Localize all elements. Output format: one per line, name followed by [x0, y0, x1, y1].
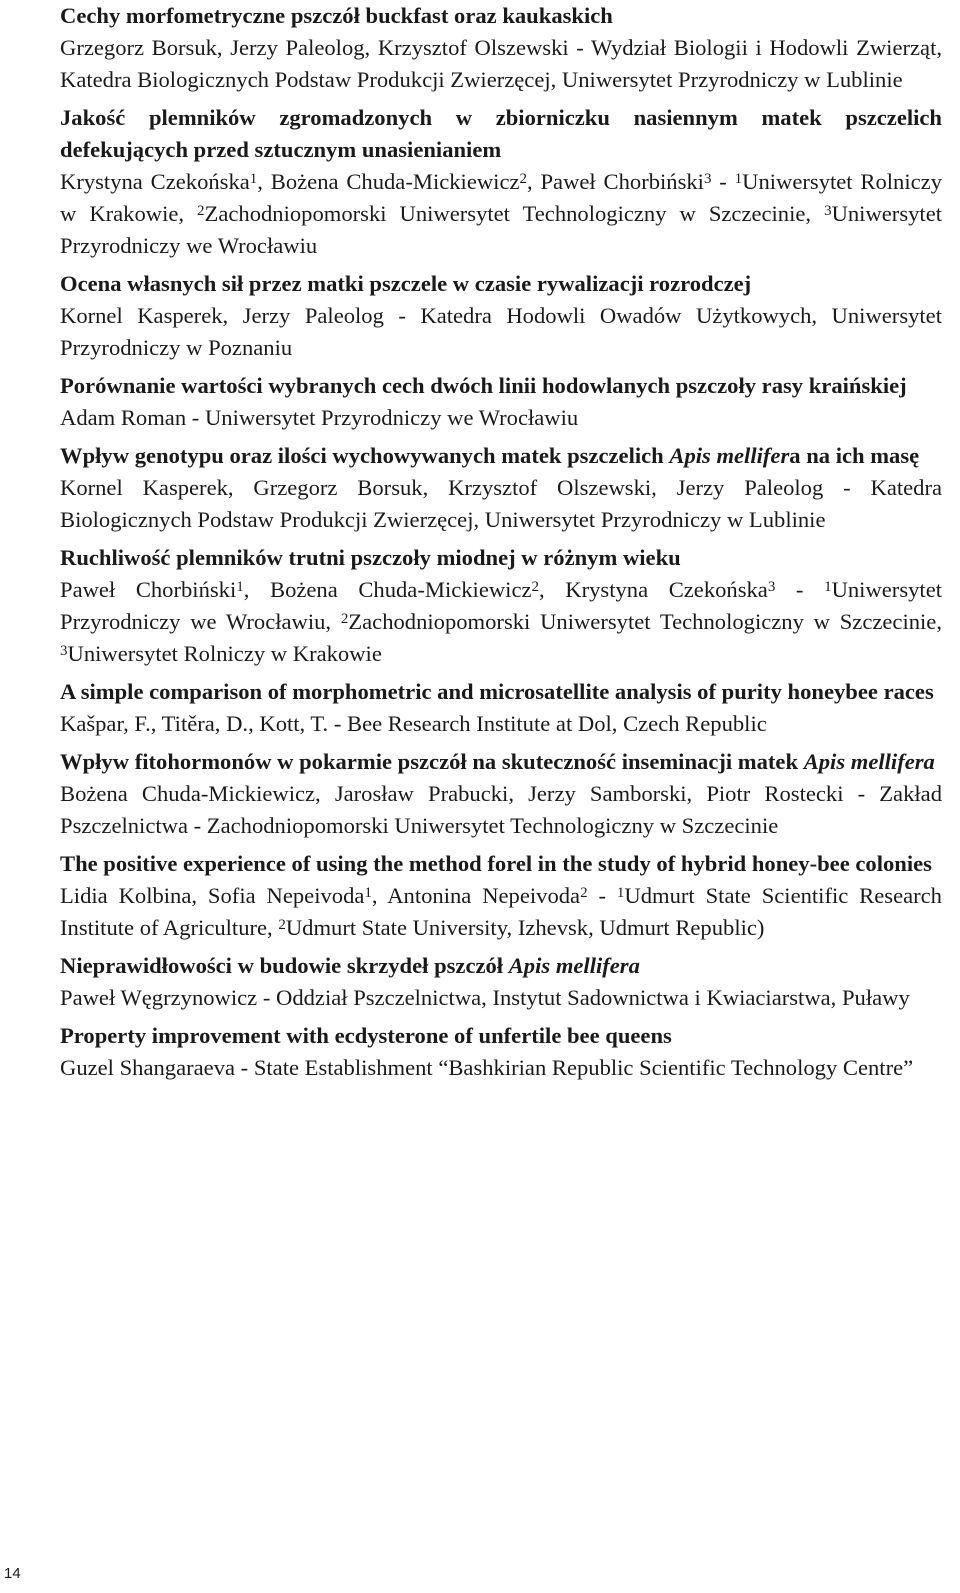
text-run: Kašpar, F., Titěra, D., Kott, T. - Bee Research Institute at Dol, Czech Republic — [60, 711, 767, 736]
affiliation-superscript: 1 — [364, 885, 372, 901]
text-run: Zachodniopomorski Uniwersytet Technologiczny w Szczecinie, — [204, 201, 825, 226]
text-run: - — [775, 577, 825, 602]
text-run: Uniwersytet Rolniczy w Krakowie — [67, 641, 382, 666]
abstract-authors — [60, 574, 942, 670]
abstract-entry — [60, 542, 942, 670]
page-number: 14 — [4, 1565, 21, 1582]
affiliation-superscript: 2 — [580, 885, 588, 901]
text-run: Zachodniopomorski Uniwersytet Technologiczny w Szczecinie, — [348, 609, 942, 634]
text-run: Kornel Kasperek, Grzegorz Borsuk, Krzysztof Olszewski, Jerzy Paleolog - Katedra Biologicznych Podstaw Produkcji Zwierzęcej, Uniwersytet Przyrodniczy w Lublinie — [60, 475, 942, 532]
text-run: Ocena własnych sił przez matki pszczele w czasie rywalizacji rozrodczej — [60, 271, 752, 296]
abstract-authors — [60, 402, 942, 434]
abstract-entry — [60, 370, 942, 434]
abstract-entry — [60, 950, 942, 1014]
text-run: The positive experience of using the method forel in the study of hybrid honey-bee colonies — [60, 851, 932, 876]
abstract-authors — [60, 982, 942, 1014]
abstract-authors — [60, 472, 942, 536]
abstract-title — [60, 268, 942, 300]
abstract-authors — [60, 880, 942, 944]
abstract-entry — [60, 746, 942, 842]
abstract-title — [60, 676, 942, 708]
affiliation-superscript: 3 — [60, 643, 68, 659]
affiliation-superscript: 1 — [616, 885, 625, 901]
abstract-entry — [60, 268, 942, 364]
text-run: Porównanie wartości wybranych cech dwóch linii hodowlanych pszczoły rasy kraińskiej — [60, 373, 907, 398]
affiliation-superscript: 3 — [703, 171, 712, 187]
species-name: Apis mellifer — [669, 443, 790, 468]
affiliation-superscript: 2 — [519, 171, 528, 187]
text-run: , Bożena Chuda-Mickiewicz — [243, 577, 532, 602]
affiliation-superscript: 1 — [236, 579, 244, 595]
text-run: A simple comparison of morphometric and microsatellite analysis of purity honeybee races — [60, 679, 934, 704]
text-run: Nieprawidłowości w budowie skrzydeł pszczół — [60, 953, 509, 978]
abstract-entry — [60, 0, 942, 96]
affiliation-superscript: 2 — [531, 579, 540, 595]
text-run: - — [711, 169, 735, 194]
affiliation-superscript: 3 — [824, 203, 832, 219]
text-run: Lidia Kolbina, Sofia Nepeivoda — [60, 883, 365, 908]
text-run: Adam Roman - Uniwersytet Przyrodniczy we Wrocławiu — [60, 405, 579, 430]
text-run: Wpływ genotypu oraz ilości wychowywanych matek pszczelich — [60, 443, 670, 468]
abstract-title — [60, 746, 942, 778]
abstract-entry — [60, 440, 942, 536]
abstract-entry — [60, 102, 942, 262]
text-run: Udmurt State University, Izhevsk, Udmurt Republic) — [285, 915, 765, 940]
text-run: , Paweł Chorbiński — [527, 169, 704, 194]
abstract-title — [60, 370, 942, 402]
text-run: Uniwersytet Rolniczy w Krakowie, — [60, 169, 942, 226]
affiliation-superscript: 2 — [278, 917, 286, 933]
abstract-list — [60, 0, 942, 1090]
abstract-title — [60, 542, 942, 574]
text-run: Kornel Kasperek, Jerzy Paleolog - Katedra Hodowli Owadów Użytkowych, Uniwersytet Przyrodniczy w Poznaniu — [60, 303, 942, 360]
text-run: , Antonina Nepeivoda — [371, 883, 581, 908]
text-run: Uniwersytet Przyrodniczy we Wrocławiu — [60, 201, 942, 258]
abstract-entry — [60, 1020, 942, 1084]
affiliation-superscript: 1 — [249, 171, 258, 187]
text-run: Paweł Węgrzynowicz - Oddział Pszczelnictwa, Instytut Sadownictwa i Kwiaciarstwa, Puławy — [60, 985, 910, 1010]
text-run: Bożena Chuda-Mickiewicz, Jarosław Prabucki, Jerzy Samborski, Piotr Rostecki - Zakład Pszczelnictwa - Zachodniopomorski Uniwersytet Technologiczny w Szczecinie — [60, 781, 942, 838]
text-run: , Krystyna Czekońska — [539, 577, 768, 602]
affiliation-superscript: 1 — [734, 171, 743, 187]
affiliation-superscript: 3 — [767, 579, 776, 595]
text-run: Ruchliwość plemników trutni pszczoły miodnej w różnym wieku — [60, 545, 681, 570]
text-run: - — [587, 883, 617, 908]
affiliation-superscript: 2 — [197, 203, 205, 219]
abstract-authors — [60, 32, 942, 96]
text-run: Udmurt State Scientific Research Institute of Agriculture, — [60, 883, 942, 940]
affiliation-superscript: 2 — [340, 611, 349, 627]
text-run: , Bożena Chuda-Mickiewicz — [257, 169, 520, 194]
text-run: Grzegorz Borsuk, Jerzy Paleolog, Krzysztof Olszewski - Wydział Biologii i Hodowli Zwierząt, Katedra Biologicznych Podstaw Produkcji Zwierzęcej, Uniwersytet Przyrodniczy w Lublinie — [60, 35, 942, 92]
species-name: Apis mellifera — [803, 749, 935, 774]
text-run: Cechy morfometryczne pszczół buckfast oraz kaukaskich — [60, 3, 613, 28]
text-run: Uniwersytet Przyrodniczy we Wrocławiu, — [60, 577, 942, 634]
abstract-authors — [60, 166, 942, 262]
abstract-title — [60, 102, 942, 166]
text-run: Paweł Chorbiński — [60, 577, 237, 602]
affiliation-superscript: 1 — [824, 579, 832, 595]
text-run: a na ich masę — [789, 443, 920, 468]
abstract-authors — [60, 778, 942, 842]
abstract-entry — [60, 676, 942, 740]
abstract-title — [60, 950, 942, 982]
abstract-title — [60, 440, 942, 472]
text-run: Property improvement with ecdysterone of unfertile bee queens — [60, 1023, 672, 1048]
abstract-authors — [60, 300, 942, 364]
text-run: Krystyna Czekońska — [60, 169, 250, 194]
text-run: Guzel Shangaraeva - State Establishment “Bashkirian Republic Scientific Technology Centre” — [60, 1055, 914, 1080]
text-run: Wpływ fitohormonów w pokarmie pszczół na skuteczność inseminacji matek — [60, 749, 804, 774]
abstract-title — [60, 0, 942, 32]
abstract-entry — [60, 848, 942, 944]
abstract-title — [60, 848, 942, 880]
abstract-title — [60, 1020, 942, 1052]
abstract-authors — [60, 708, 942, 740]
text-run: Jakość plemników zgromadzonych w zbiorniczku nasiennym matek pszczelich defekujących przed sztucznym unasienianiem — [60, 105, 942, 162]
abstract-authors — [60, 1052, 942, 1084]
species-name: Apis mellifera — [508, 953, 640, 978]
